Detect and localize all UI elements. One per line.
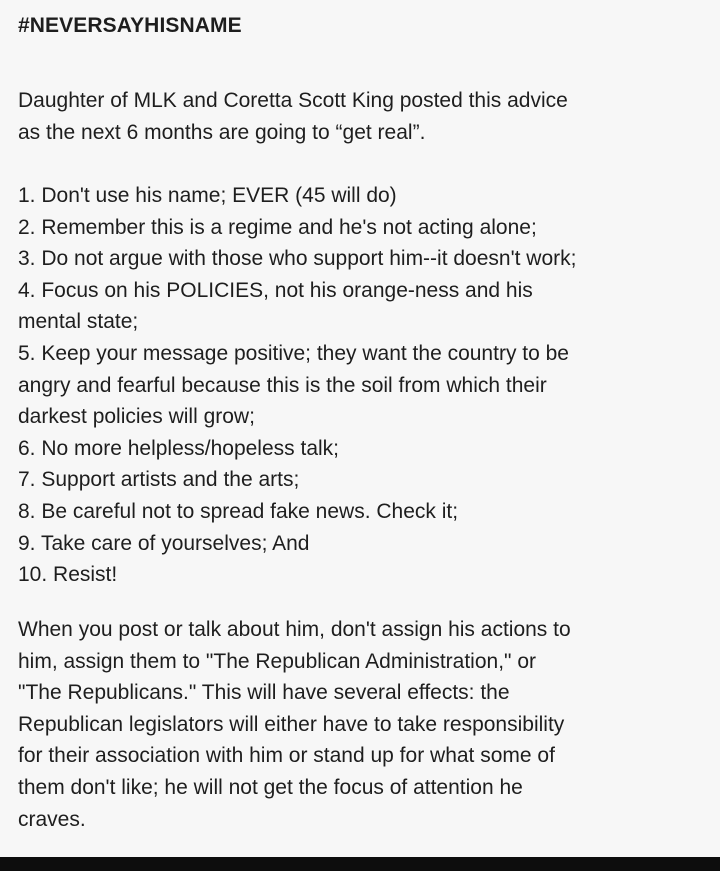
list-line: 10. Resist! [18,563,118,587]
closing-line: "The Republicans." This will have several effects: the [18,681,510,705]
list-line: 8. Be careful not to spread fake news. Check it; [18,499,459,523]
hashtag-heading: #NEVERSAYHISNAME [18,14,242,37]
closing-paragraph [18,614,708,835]
list-line: 1. Don't use his name; EVER (45 will do) [18,184,397,207]
closing-line: them don't like; he will not get the focus of attention he [18,775,523,799]
closing-line: him, assign them to "The Republican Administration," or [18,649,536,673]
list-line: mental state; [18,310,139,334]
intro-paragraph [18,85,708,148]
list-line: 5. Keep your message positive; they want the country to be [18,341,569,365]
closing-line: When you post or talk about him, don't assign his actions to [18,618,571,641]
closing-line: for their association with him or stand up for what some of [18,744,555,768]
closing-line: craves. [18,807,86,831]
list-line: darkest policies will grow; [18,405,255,429]
list-line: 7. Support artists and the arts; [18,468,300,492]
intro-line: Daughter of MLK and Coretta Scott King posted this advice [18,89,568,112]
list-line: 3. Do not argue with those who support him--it doesn't work; [18,247,577,271]
intro-line: as the next 6 months are going to “get real”. [18,120,426,144]
list-line: 6. No more helpless/hopeless talk; [18,436,339,460]
list-line: 2. Remember this is a regime and he's not acting alone; [18,215,537,239]
list-line: 4. Focus on his POLICIES, not his orange-ness and his [18,278,533,302]
list-line: angry and fearful because this is the soil from which their [18,373,547,397]
closing-line: Republican legislators will either have to take responsibility [18,712,565,736]
list-line: 9. Take care of yourselves; And [18,531,310,555]
advice-list [18,180,712,591]
bottom-bar [0,857,720,871]
